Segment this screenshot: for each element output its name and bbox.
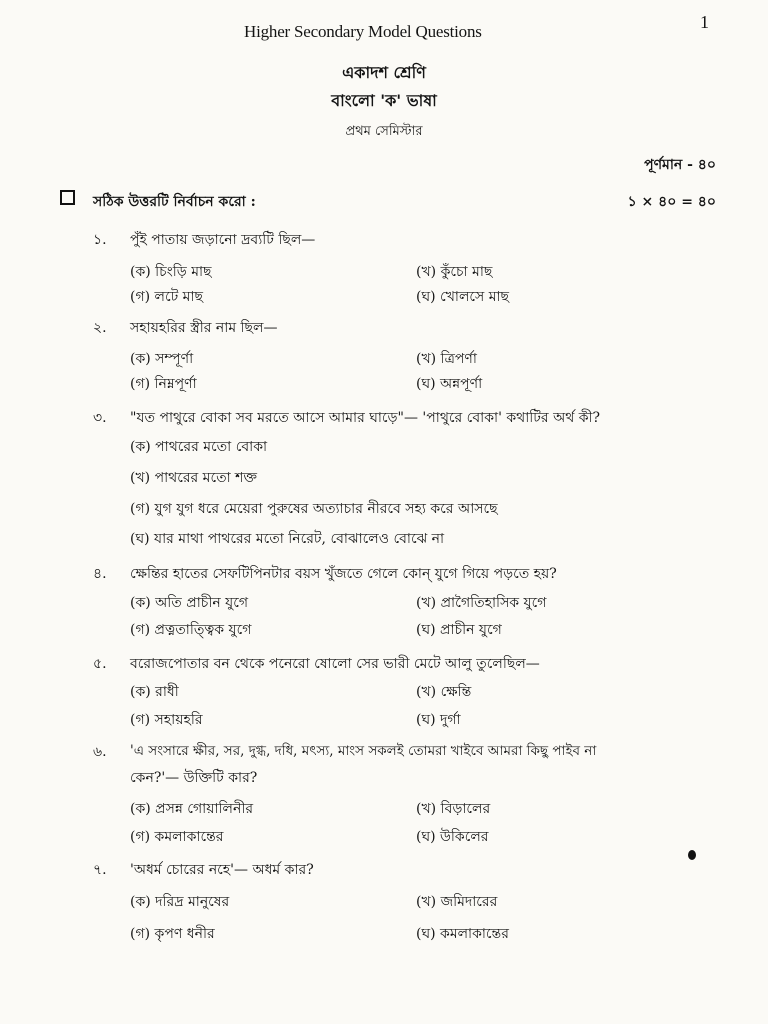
question-2-text: সহায়হরির স্ত্রীর নাম ছিল— (130, 320, 278, 336)
ink-dot-mark (688, 850, 696, 860)
question-3-option-gha: (ঘ) যার মাথা পাথরের মতো নিরেট, বোঝালেও বোঝে না (130, 531, 445, 547)
question-3-option-ga: (গ) যুগ যুগ ধরে মেয়েরা পুরুষের অত্যাচার নীরবে সহ্য করে আসছে (130, 501, 498, 517)
question-4-text: ক্ষেন্তির হাতের সেফটিপিনটার বয়স খুঁজতে গেলে কোন্ যুগে গিয়ে পড়তে হয়? (130, 566, 557, 582)
question-7-option-ga: (গ) কৃপণ ধনীর (130, 926, 215, 942)
question-6-number: ৬. (93, 744, 107, 760)
question-4-option-kha: (খ) প্রাগৈতিহাসিক যুগে (416, 595, 547, 611)
question-4-number: ৪. (93, 566, 107, 582)
question-1-option-ga: (গ) লটে মাছ (130, 289, 204, 305)
question-2-option-kha: (খ) ত্রিপর্ণা (416, 351, 477, 367)
instruction-text: সঠিক উত্তরটি নির্বাচন করো : (93, 194, 256, 210)
question-1-number: ১. (93, 232, 107, 248)
question-5-text: বরোজপোতার বন থেকে পনেরো ষোলো সের ভারী মেটে আলু তুলেছিল— (130, 656, 540, 672)
question-6-option-gha: (ঘ) উকিলের (416, 829, 489, 845)
question-5-option-ka: (ক) রাধী (130, 684, 179, 700)
subject-heading: বাংলো 'ক' ভাষা (331, 91, 437, 110)
question-6-option-kha: (খ) বিড়ালের (416, 801, 491, 817)
question-7-option-gha: (ঘ) কমলাকান্তের (416, 926, 509, 942)
question-5-number: ৫. (93, 656, 107, 672)
question-4-option-gha: (ঘ) প্রাচীন যুগে (416, 622, 502, 638)
question-5-option-kha: (খ) ক্ষেন্তি (416, 684, 472, 700)
question-1-text: পুঁই পাতায় জড়ানো দ্রব্যটি ছিল— (130, 232, 316, 248)
class-heading: একাদশ শ্রেণি (342, 63, 426, 82)
question-6-option-ka: (ক) প্রসন্ন গোয়ালিনীর (130, 801, 254, 817)
question-2-option-ka: (ক) সম্পূর্ণা (130, 351, 194, 367)
checkbox-square-icon (60, 190, 75, 205)
question-6-option-ga: (গ) কমলাকান্তের (130, 829, 224, 845)
question-3-number: ৩. (93, 410, 107, 426)
full-marks: পূর্ণমান - ৪০ (644, 157, 716, 173)
question-6-text-continued: কেন?'— উক্তিটি কার? (130, 770, 258, 786)
semester-heading: প্রথম সেমিস্টার (345, 124, 423, 139)
question-1-option-kha: (খ) কুঁচো মাছ (416, 264, 493, 280)
question-7-text: 'অধর্ম চোরের নহে'— অধর্ম কার? (130, 862, 314, 878)
question-6-text: 'এ সংসারে ক্ষীর, সর, দুগ্ধ, দধি, মৎস্য, মাংস সকলই তোমরা খাইবে আমরা কিছু পাইব না (130, 743, 597, 759)
question-7-number: ৭. (93, 862, 107, 878)
instruction-marks: ১ × ৪০ = ৪০ (627, 194, 716, 210)
question-5-option-ga: (গ) সহায়হরি (130, 712, 203, 728)
question-2-option-gha: (ঘ) অন্নপূর্ণা (416, 376, 483, 392)
question-2-number: ২. (93, 320, 107, 336)
question-3-text: "যত পাথুরে বোকা সব মরতে আসে আমার ঘাড়ে"— 'পাথুরে বোকা' কথাটির অর্থ কী? (130, 410, 601, 426)
question-3-option-kha: (খ) পাথরের মতো শক্ত (130, 470, 257, 486)
question-4-option-ka: (ক) অতি প্রাচীন যুগে (130, 595, 248, 611)
question-1-option-ka: (ক) চিংড়ি মাছ (130, 264, 212, 280)
series-title: Higher Secondary Model Questions (244, 22, 482, 41)
question-2-option-ga: (গ) নিম্নপূর্ণা (130, 376, 197, 392)
question-7-option-ka: (ক) দরিদ্র মানুষের (130, 894, 230, 910)
page-number: 1 (700, 12, 709, 32)
question-4-option-ga: (গ) প্রত্নতাত্ত্বিক যুগে (130, 622, 252, 638)
question-7-option-kha: (খ) জমিদারের (416, 894, 498, 910)
question-5-option-gha: (ঘ) দুর্গা (416, 712, 461, 728)
question-1-option-gha: (ঘ) খোলসে মাছ (416, 289, 510, 305)
question-3-option-ka: (ক) পাথরের মতো বোকা (130, 439, 268, 455)
